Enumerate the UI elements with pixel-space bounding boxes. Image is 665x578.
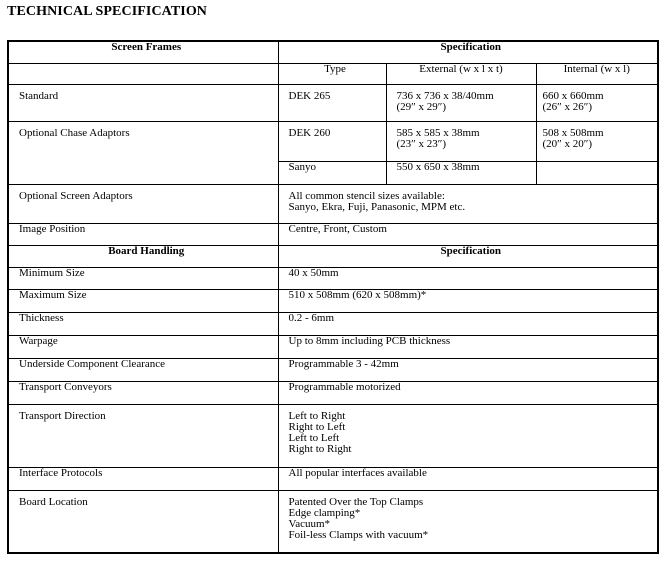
screen-frames-header: Screen Frames — [8, 41, 278, 63]
board-row — [8, 467, 658, 490]
chase-internal-2 — [536, 161, 658, 184]
document-title: TECHNICAL SPECIFICATION — [7, 4, 208, 19]
internal-subheader: Internal (w x l) — [536, 63, 658, 84]
board-row-label: Warpage — [8, 335, 278, 358]
board-row — [8, 404, 658, 467]
board-row-value: Programmable 3 - 42mm — [278, 358, 658, 381]
screen-adaptors-row — [8, 184, 658, 223]
board-row — [8, 358, 658, 381]
subheader-row — [8, 63, 658, 84]
board-row-value: Up to 8mm including PCB thickness — [278, 335, 658, 358]
board-row-label: Thickness — [8, 312, 278, 335]
image-position-value: Centre, Front, Custom — [278, 223, 658, 245]
standard-label: Standard — [8, 84, 278, 121]
board-row-value: All popular interfaces available — [278, 467, 658, 490]
board-row-label: Board Location — [8, 490, 278, 553]
board-handling-spec-header: Specification — [278, 245, 658, 267]
screen-adaptors-value: All common stencil sizes available: Sanyo, Ekra, Fuji, Panasonic, MPM etc. — [278, 184, 658, 223]
board-row-value: 0.2 - 6mm — [278, 312, 658, 335]
board-handling-header-row — [8, 245, 658, 267]
board-row — [8, 289, 658, 312]
chase-label: Optional Chase Adaptors — [8, 121, 278, 184]
standard-row — [8, 84, 658, 121]
spec-table — [7, 40, 659, 554]
standard-external: 736 x 736 x 38/40mm (29″ x 29″) — [386, 84, 536, 121]
chase-type-2: Sanyo — [278, 161, 386, 184]
standard-type: DEK 265 — [278, 84, 386, 121]
screen-adaptors-label: Optional Screen Adaptors — [8, 184, 278, 223]
board-row-value: Programmable motorized — [278, 381, 658, 404]
board-row-value: 40 x 50mm — [278, 267, 658, 289]
board-row — [8, 267, 658, 289]
board-row-label: Minimum Size — [8, 267, 278, 289]
board-row-label: Underside Component Clearance — [8, 358, 278, 381]
board-row-label: Transport Direction — [8, 404, 278, 467]
board-row-label: Interface Protocols — [8, 467, 278, 490]
screen-frames-header-row — [8, 41, 658, 63]
board-row-label: Transport Conveyors — [8, 381, 278, 404]
chase-type-1: DEK 260 — [278, 121, 386, 161]
chase-external-2: 550 x 650 x 38mm — [386, 161, 536, 184]
board-row-value: 510 x 508mm (620 x 508mm)* — [278, 289, 658, 312]
board-row — [8, 335, 658, 358]
image-position-label: Image Position — [8, 223, 278, 245]
image-position-row — [8, 223, 658, 245]
board-row-value: Patented Over the Top Clamps Edge clamping* Vacuum* Foil-less Clamps with vacuum* — [278, 490, 658, 553]
screen-frames-spec-header: Specification — [278, 41, 658, 63]
chase-external-1: 585 x 585 x 38mm (23″ x 23″) — [386, 121, 536, 161]
board-row — [8, 381, 658, 404]
board-row-value: Left to Right Right to Left Left to Left Right to Right — [278, 404, 658, 467]
board-row-label: Maximum Size — [8, 289, 278, 312]
chase-row-1 — [8, 121, 658, 161]
chase-internal-1: 508 x 508mm (20″ x 20″) — [536, 121, 658, 161]
subheader-empty-cell — [8, 63, 278, 84]
board-handling-header: Board Handling — [8, 245, 278, 267]
type-subheader: Type — [278, 63, 386, 84]
external-subheader: External (w x l x t) — [386, 63, 536, 84]
board-row — [8, 490, 658, 553]
board-row — [8, 312, 658, 335]
standard-internal: 660 x 660mm (26″ x 26″) — [536, 84, 658, 121]
